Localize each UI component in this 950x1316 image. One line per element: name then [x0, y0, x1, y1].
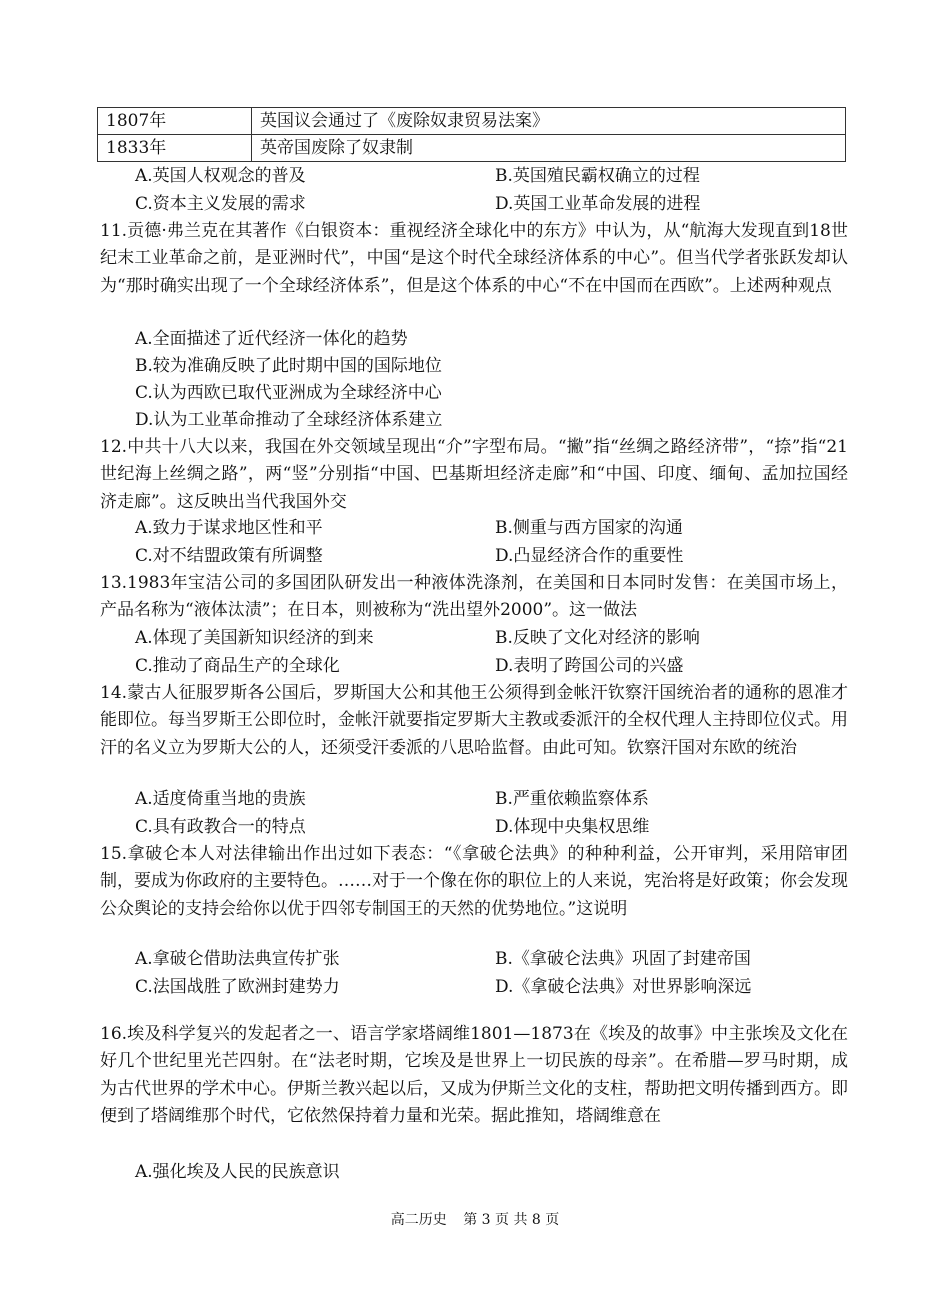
- table-cell-year: 1807年: [98, 108, 252, 135]
- q12-option-d: D.凸显经济合作的重要性: [495, 546, 684, 566]
- q13-option-b: B.反映了文化对经济的影响: [495, 628, 700, 648]
- q15-stem: 15.拿破仑本人对法律输出作出过如下表态：“《拿破仑法典》的种种利益，公开审判，采用陪审团制，要成为你政府的主要特色。……对于一个像在你的职位上的人来说，宪治将是好政策；你会发现公众舆论的支持会给你以优于四邻专制国王的天然的优势地位。”这说明: [100, 844, 848, 919]
- footer-page-number: 第 3 页 共 8 页: [463, 1212, 560, 1228]
- q16-option-a: A.强化埃及人民的民族意识: [135, 1162, 340, 1182]
- q15-option-c: C.法国战胜了欧洲封建势力: [135, 977, 340, 997]
- q11-option-a: A.全面描述了近代经济一体化的趋势: [135, 329, 408, 349]
- q11-option-b: B.较为准确反映了此时期中国的国际地位: [135, 356, 442, 376]
- q10-option-a: A.英国人权观念的普及: [135, 166, 306, 186]
- table-row: [98, 135, 846, 162]
- table-cell-event: 英帝国废除了奴隶制: [252, 135, 846, 162]
- q12-option-c: C.对不结盟政策有所调整: [135, 546, 323, 566]
- page-footer: [0, 1210, 950, 1230]
- q14-option-c: C.具有政教合一的特点: [135, 817, 306, 837]
- table-row: [98, 108, 846, 135]
- q16-stem: 16.埃及科学复兴的发起者之一、语言学家塔阔维1801—1873在《埃及的故事》中主张埃及文化在好几个世纪里光芒四射。在“法老时期，它埃及是世界上一切民族的母亲”。在希腊—罗马时期，成为古代世界的学术中心。伊斯兰教兴起以后，又成为伊斯兰文化的支柱，帮助把文明传播到西方。即便到了塔阔维那个时代，它依然保持着力量和光荣。据此推知，塔阔维意在: [100, 1024, 848, 1126]
- q11-stem: 11.贡德·弗兰克在其著作《白银资本：重视经济全球化中的东方》中认为，从“航海大发现直到18世纪末工业革命之前，是亚洲时代”，中国“是这个时代全球经济体系的中心”。但当代学者张跃发却认为“那时确实出现了一个全球经济体系”，但是这个体系的中心“不在中国而在西欧”。上述两种观点: [100, 221, 848, 296]
- q12-stem: 12.中共十八大以来，我国在外交领域呈现出“介”字型布局。“撇”指“丝绸之路经济带”，“捺”指“21世纪海上丝绸之路”，两“竖”分别指“中国、巴基斯坦经济走廊”和“中国、印度、缅甸、孟加拉国经济走廊”。这反映出当代我国外交: [100, 437, 848, 512]
- events-table: [97, 107, 846, 162]
- q13-stem: 13.1983年宝洁公司的多国团队研发出一种液体洗涤剂，在美国和日本同时发售：在美国市场上，产品名称为“液体汰渍”；在日本，则被称为“洗出望外2000”。这一做法: [100, 573, 848, 621]
- table-cell-year: 1833年: [98, 135, 252, 162]
- q14-stem: 14.蒙古人征服罗斯各公国后，罗斯国大公和其他王公须得到金帐汗钦察汗国统治者的通称的恩准才能即位。每当罗斯王公即位时，金帐汗就要指定罗斯大主教或委派汗的全权代理人主持即位仪式。用汗的名义立为罗斯大公的人，还须受汗委派的八思哈监督。由此可知。钦察汗国对东欧的统治: [100, 683, 848, 758]
- q14-option-d: D.体现中央集权思维: [495, 817, 650, 837]
- table-cell-event: 英国议会通过了《废除奴隶贸易法案》: [252, 108, 846, 135]
- q15-option-b: B.《拿破仑法典》巩固了封建帝国: [495, 949, 751, 969]
- q12-option-b: B.侧重与西方国家的沟通: [495, 518, 683, 538]
- q14-option-a: A.适度倚重当地的贵族: [135, 789, 306, 809]
- q11-option-d: D.认为工业革命推动了全球经济体系建立: [135, 410, 443, 430]
- q15-option-d: D.《拿破仑法典》对世界影响深远: [495, 977, 752, 997]
- q13-option-c: C.推动了商品生产的全球化: [135, 656, 340, 676]
- q10-option-b: B.英国殖民霸权确立的过程: [495, 166, 700, 186]
- q10-option-c: C.资本主义发展的需求: [135, 194, 306, 214]
- q11-option-c: C.认为西欧已取代亚洲成为全球经济中心: [135, 383, 442, 403]
- q14-option-b: B.严重依赖监察体系: [495, 789, 649, 809]
- q13-option-d: D.表明了跨国公司的兴盛: [495, 656, 684, 676]
- footer-subject: 高二历史: [390, 1212, 447, 1228]
- q10-option-d: D.英国工业革命发展的进程: [495, 194, 701, 214]
- q15-option-a: A.拿破仑借助法典宣传扩张: [135, 949, 340, 969]
- q12-option-a: A.致力于谋求地区性和平: [135, 518, 323, 538]
- q13-option-a: A.体现了美国新知识经济的到来: [135, 628, 374, 648]
